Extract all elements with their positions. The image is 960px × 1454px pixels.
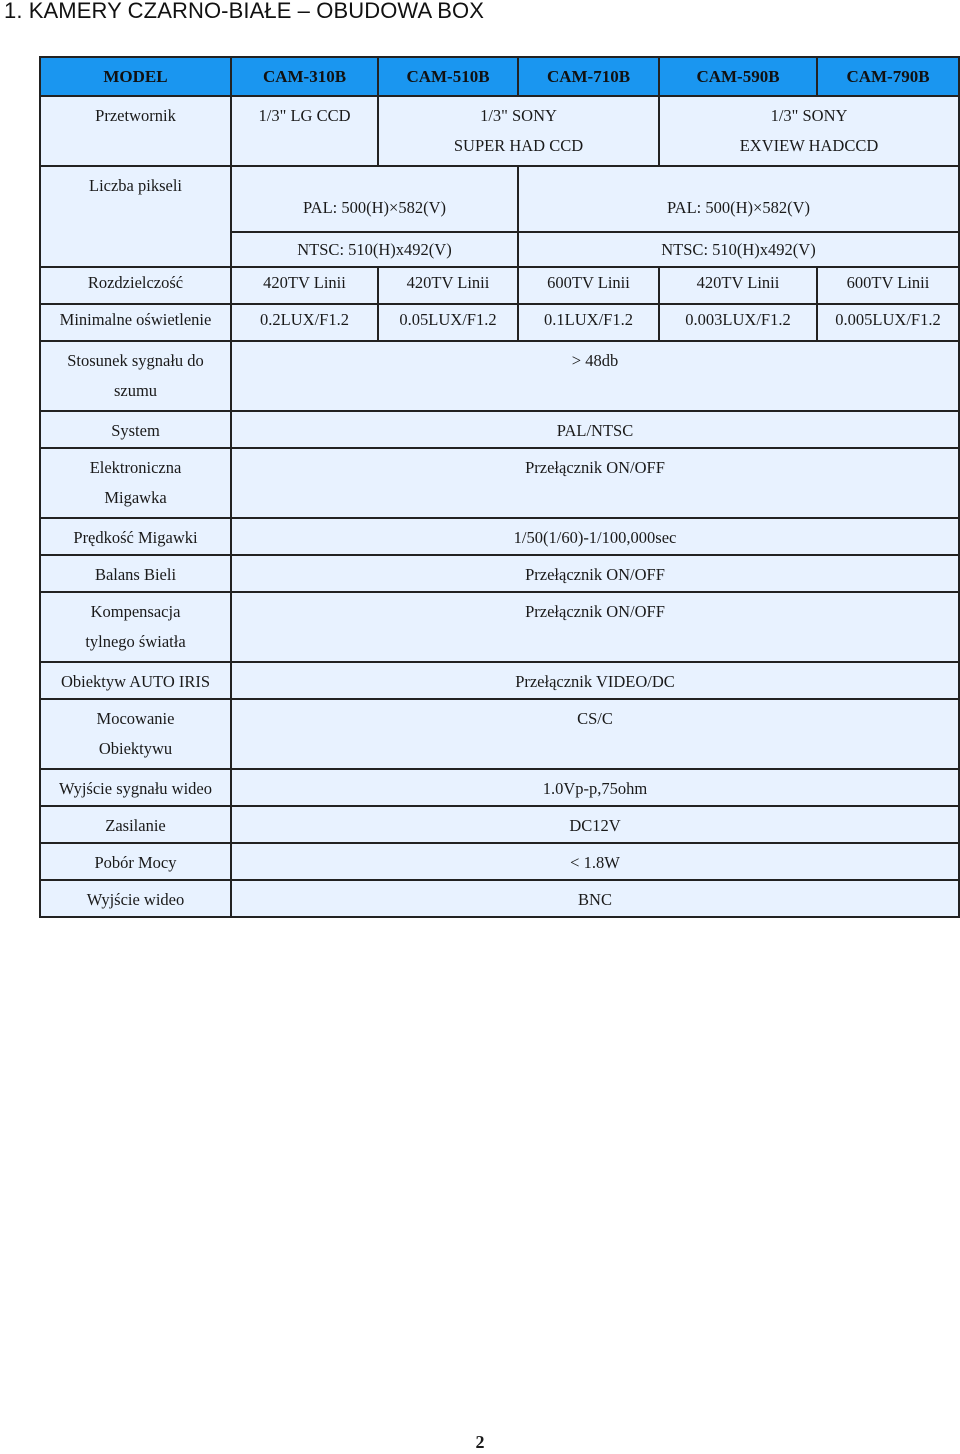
system-value: PAL/NTSC [231, 411, 959, 448]
row-label-predkosc-migawki: Prędkość Migawki [40, 518, 231, 555]
header-cam-510b: CAM-510B [378, 57, 518, 96]
table-row-wyjscie-sygnalu [40, 769, 959, 806]
table-row-snr [40, 341, 959, 411]
oswietlenie-cam-510b: 0.05LUX/F1.2 [378, 304, 518, 341]
header-cam-310b: CAM-310B [231, 57, 378, 96]
table-row-migawka [40, 448, 959, 518]
header-cam-590b: CAM-590B [659, 57, 817, 96]
wyjscie-wideo-value: BNC [231, 880, 959, 917]
przetwornik-sensor-line-4: EXVIEW HADCCD [739, 136, 879, 155]
oswietlenie-cam-590b: 0.003LUX/F1.2 [659, 304, 817, 341]
mocowanie-label-line-2: Obiektywu [98, 739, 173, 758]
row-label-oswietlenie: Minimalne oświetlenie [40, 304, 231, 341]
rozdzielczosc-cam-590b: 420TV Linii [659, 267, 817, 304]
table-header-row [40, 57, 959, 96]
page-title: 1. KAMERY CZARNO-BIAŁE – OBUDOWA BOX [4, 0, 484, 23]
rozdzielczosc-cam-790b: 600TV Linii [817, 267, 959, 304]
pobor-mocy-value: < 1.8W [231, 843, 959, 880]
table-row-wyjscie-wideo [40, 880, 959, 917]
row-label-auto-iris: Obiektyw AUTO IRIS [40, 662, 231, 699]
piksele-right-ntsc: NTSC: 510(H)x492(V) [518, 232, 959, 267]
predkosc-migawki-value: 1/50(1/60)-1/100,000sec [231, 518, 959, 555]
row-label-przetwornik: Przetwornik [40, 96, 231, 166]
table-row-predkosc-migawki [40, 518, 959, 555]
piksele-right-pal: PAL: 500(H)×582(V) [518, 166, 959, 232]
migawka-label-line-2: Migawka [104, 488, 167, 507]
row-label-migawka [40, 448, 231, 518]
snr-label-line-1: Stosunek sygnału do [67, 351, 204, 370]
table-row-system [40, 411, 959, 448]
mocowanie-label-line-1: Mocowanie [96, 709, 175, 728]
table-row-zasilanie [40, 806, 959, 843]
table-row-mocowanie [40, 699, 959, 769]
migawka-label-line-1: Elektroniczna [89, 458, 182, 477]
row-label-rozdzielczosc: Rozdzielczość [40, 267, 231, 304]
auto-iris-value: Przełącznik VIDEO/DC [231, 662, 959, 699]
camera-spec-table [39, 56, 960, 918]
mocowanie-value: CS/C [231, 699, 959, 769]
kompensacja-value: Przełącznik ON/OFF [231, 592, 959, 662]
migawka-value: Przełącznik ON/OFF [231, 448, 959, 518]
header-cam-790b: CAM-790B [817, 57, 959, 96]
rozdzielczosc-cam-310b: 420TV Linii [231, 267, 378, 304]
row-label-wyjscie-wideo: Wyjście wideo [40, 880, 231, 917]
przetwornik-cam-510b-710b [378, 96, 659, 166]
table-row-przetwornik [40, 96, 959, 166]
table-row-liczba-pikseli-pal [40, 166, 959, 232]
row-label-system: System [40, 411, 231, 448]
row-label-zasilanie: Zasilanie [40, 806, 231, 843]
row-label-balans-bieli: Balans Bieli [40, 555, 231, 592]
piksele-left-pal: PAL: 500(H)×582(V) [231, 166, 518, 232]
row-label-pobor-mocy: Pobór Mocy [40, 843, 231, 880]
table-row-rozdzielczosc [40, 267, 959, 304]
row-label-snr [40, 341, 231, 411]
piksele-left-ntsc: NTSC: 510(H)x492(V) [231, 232, 518, 267]
table-row-kompensacja [40, 592, 959, 662]
row-label-wyjscie-sygnalu: Wyjście sygnału wideo [40, 769, 231, 806]
wyjscie-sygnalu-value: 1.0Vp-p,75ohm [231, 769, 959, 806]
table-row-oswietlenie [40, 304, 959, 341]
page-number: 2 [475, 1432, 485, 1452]
oswietlenie-cam-790b: 0.005LUX/F1.2 [817, 304, 959, 341]
oswietlenie-cam-710b: 0.1LUX/F1.2 [518, 304, 659, 341]
row-label-liczba-pikseli: Liczba pikseli [40, 166, 231, 267]
balans-bieli-value: Przełącznik ON/OFF [231, 555, 959, 592]
table-row-pobor-mocy [40, 843, 959, 880]
przetwornik-sensor-line-2: SUPER HAD CCD [453, 136, 584, 155]
rozdzielczosc-cam-510b: 420TV Linii [378, 267, 518, 304]
table-row-auto-iris [40, 662, 959, 699]
header-cam-710b: CAM-710B [518, 57, 659, 96]
przetwornik-sensor-line-1: 1/3" SONY [480, 106, 557, 125]
snr-label-line-2: szumu [113, 381, 158, 400]
przetwornik-sensor-line-3: 1/3" SONY [770, 106, 848, 125]
row-label-kompensacja [40, 592, 231, 662]
rozdzielczosc-cam-710b: 600TV Linii [518, 267, 659, 304]
oswietlenie-cam-310b: 0.2LUX/F1.2 [231, 304, 378, 341]
zasilanie-value: DC12V [231, 806, 959, 843]
przetwornik-cam-590b-790b [659, 96, 959, 166]
snr-value: > 48db [231, 341, 959, 411]
header-model: MODEL [40, 57, 231, 96]
przetwornik-cam-310b: 1/3" LG CCD [231, 96, 378, 166]
row-label-mocowanie [40, 699, 231, 769]
kompensacja-label-line-1: Kompensacja [90, 602, 181, 621]
table-row-balans-bieli [40, 555, 959, 592]
kompensacja-label-line-2: tylnego światła [85, 632, 186, 651]
